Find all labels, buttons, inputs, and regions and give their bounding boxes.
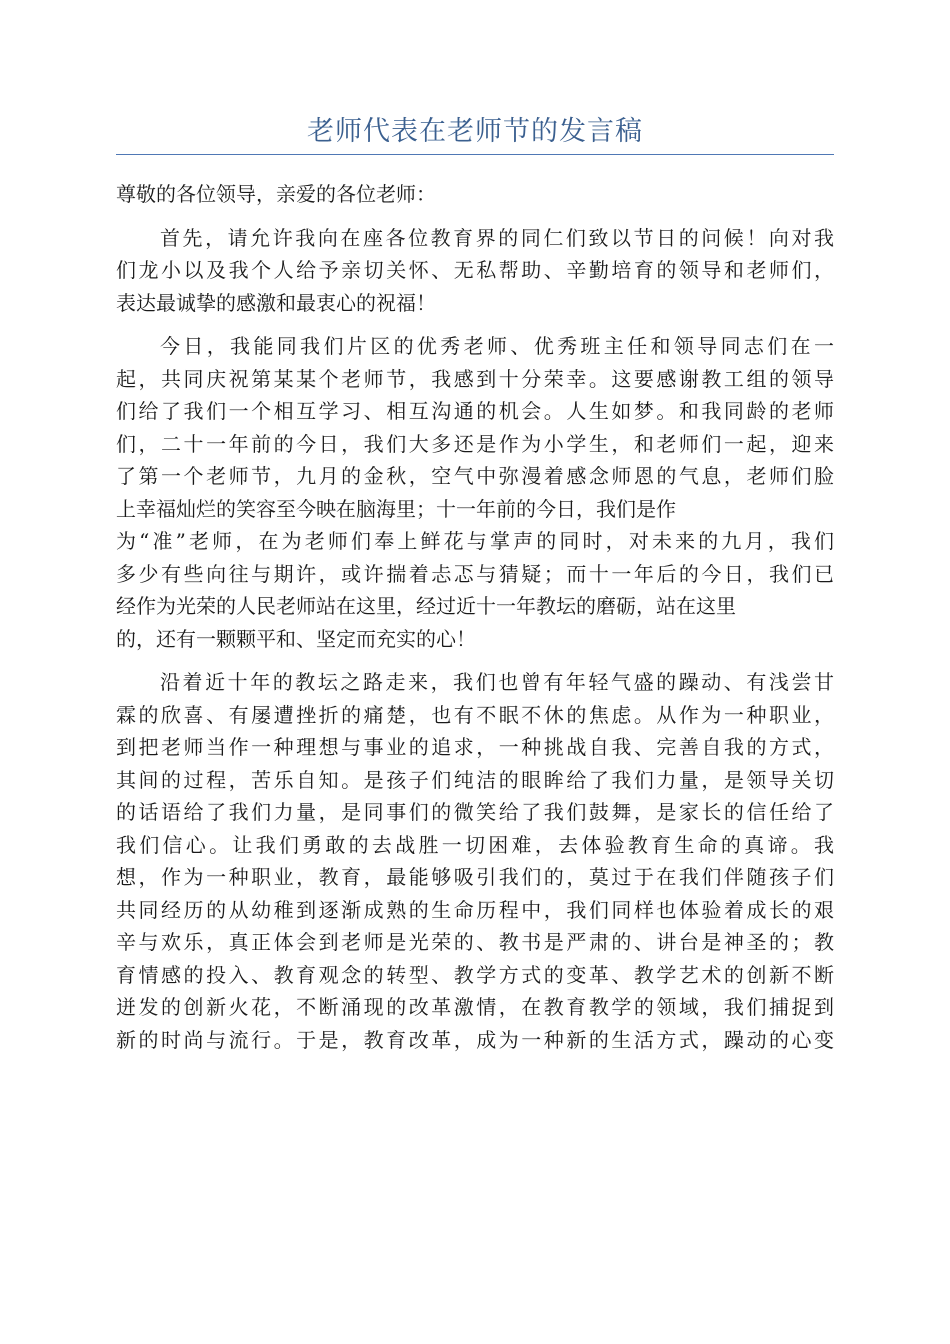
paragraph-line: 经作为光荣的人民老师站在这里，经过近十一年教坛的磨砺，站在这里 (116, 594, 736, 618)
paragraph-3 (116, 666, 834, 1056)
paragraph-line: 们龙小以及我个人给予亲切关怀、无私帮助、辛勤培育的领导和老师们， (116, 258, 834, 282)
paragraph-line: 共同经历的从幼稚到逐渐成熟的生命历程中，我们同样也体验着成长的艰 (116, 897, 834, 922)
paragraph-line: 辛与欢乐，真正体会到老师是光荣的、教书是严肃的、讲台是神圣的；教 (116, 930, 834, 954)
paragraph-line: 们给了我们一个相互学习、相互沟通的机会。人生如梦。和我同龄的老师 (116, 399, 834, 423)
paragraph-line: 为“准”老师，在为老师们奉上鲜花与掌声的同时，对未来的九月，我们 (116, 529, 834, 553)
paragraph-line: 其间的过程，苦乐自知。是孩子们纯洁的眼眸给了我们力量，是领导关切 (116, 767, 834, 792)
paragraph-line: 起，共同庆祝第某某个老师节，我感到十分荣幸。这要感谢教工组的领导 (116, 366, 834, 391)
paragraph-line: 想，作为一种职业，教育，最能够吸引我们的，莫过于在我们伴随孩子们 (116, 865, 834, 889)
paragraph-line: 迸发的创新火花，不断涌现的改革激情，在教育教学的领域，我们捕捉到 (116, 995, 834, 1019)
document-title: 老师代表在老师节的发言稿 (307, 116, 643, 147)
paragraph-line: 到把老师当作一种理想与事业的追求，一种挑战自我、完善自我的方式， (116, 735, 834, 759)
paragraph-line: 沿着近十年的教坛之路走来，我们也曾有年轻气盛的躁动、有浅尝甘 (160, 670, 834, 694)
paragraph-2 (116, 330, 834, 655)
paragraph-line: 霖的欣喜、有屡遭挫折的痛楚，也有不眠不休的焦虑。从作为一种职业， (116, 702, 834, 727)
paragraph-line: 首先，请允许我向在座各位教育界的同仁们致以节日的问候！向对我 (160, 225, 834, 250)
paragraph-line: 今日，我能同我们片区的优秀老师、优秀班主任和领导同志们在一 (160, 334, 834, 358)
paragraph-line: 们，二十一年前的今日，我们大多还是作为小学生，和老师们一起，迎来 (116, 431, 834, 456)
document-body (116, 178, 834, 1067)
salutation-paragraph (116, 178, 834, 211)
paragraph-line: 了第一个老师节，九月的金秋，空气中弥漫着感念师恩的气息，老师们脸 (116, 464, 834, 488)
paragraph-1 (116, 222, 834, 320)
paragraph-line: 育情感的投入、教育观念的转型、教学方式的变革、教学艺术的创新不断 (116, 962, 834, 987)
salutation: 尊敬的各位领导，亲爱的各位老师： (116, 182, 436, 206)
paragraph-line: 的，还有一颗颗平和、坚定而充实的心！ (116, 626, 476, 651)
paragraph-line: 多少有些向往与期许，或许揣着忐忑与猜疑；而十一年后的今日，我们已 (116, 561, 834, 586)
paragraph-line: 的话语给了我们力量，是同事们的微笑给了我们鼓舞，是家长的信任给了 (116, 800, 834, 824)
paragraph-line: 上幸福灿烂的笑容至今映在脑海里；十一年前的今日，我们是作 (116, 496, 676, 521)
title-underline (116, 154, 834, 155)
paragraph-line: 新的时尚与流行。于是，教育改革，成为一种新的生活方式，躁动的心变 (116, 1027, 834, 1052)
paragraph-line: 我们信心。让我们勇敢的去战胜一切困难，去体验教育生命的真谛。我 (116, 832, 834, 857)
paragraph-line: 表达最诚挚的感激和最衷心的祝福！ (116, 290, 436, 315)
